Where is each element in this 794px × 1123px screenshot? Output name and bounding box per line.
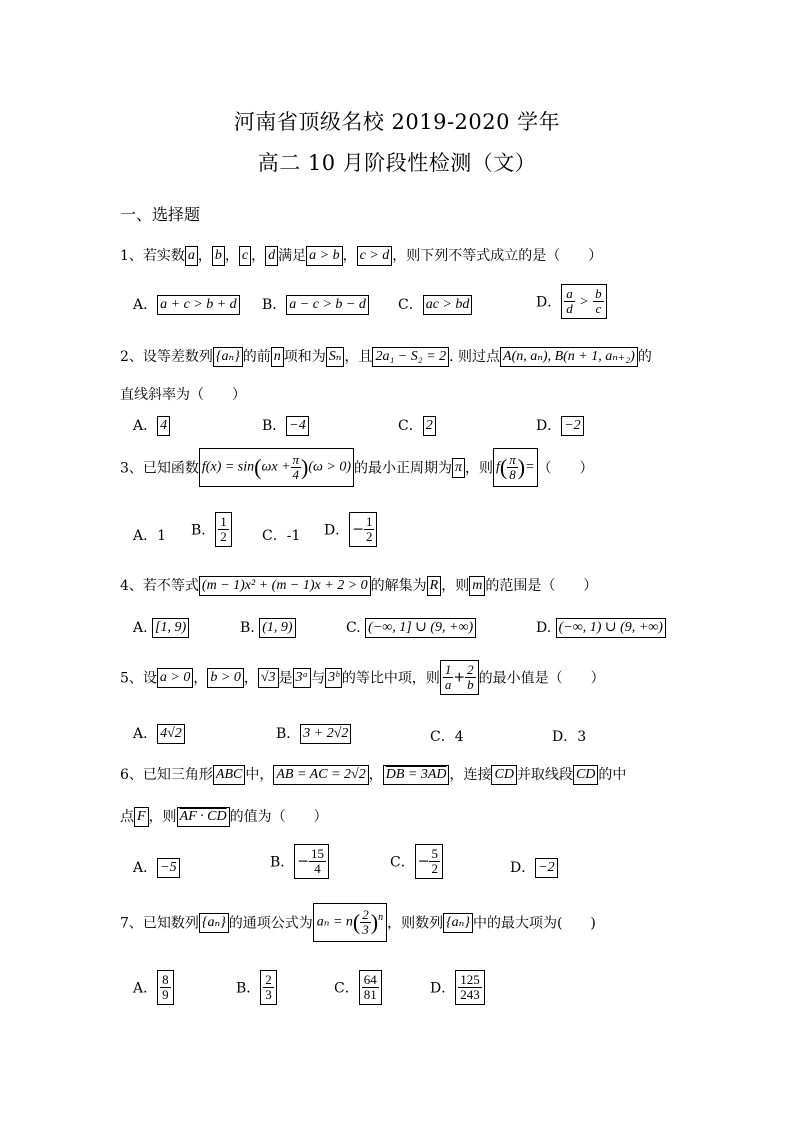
q6-cd-2: CD bbox=[573, 765, 598, 785]
q4-option-b-val: (1, 9) bbox=[259, 618, 295, 638]
q6-option-c-val: − $\frac{5}{2}$ bbox=[415, 844, 443, 879]
question-1: 1、若实数 a ， b ， c ， d 满足 a > b ， c > d ，则下列不等式成立的是（ ） bbox=[120, 248, 603, 264]
question-7: 7、已知数列 {aₙ} 的通项公式为 aₙ = n( $\frac{2}{3}$ )$^n$ ，则数列 {aₙ} 中的最大项为( ) bbox=[120, 903, 596, 942]
q2-n: n bbox=[271, 347, 284, 367]
q3-function: f(x) = sin(ωx + $\frac{\pi}{4}$ )(ω > 0) bbox=[199, 448, 354, 487]
q4-option-d: D. (−∞, 1) ∪ (9, +∞) bbox=[536, 618, 666, 638]
q2-sn: Sₙ bbox=[326, 347, 345, 367]
q2-option-d: D． −2 bbox=[536, 415, 584, 436]
question-6: 6、已知三角形 ABC 中， AB = AC = 2√2 ， DB = 3AD ，连接 CD 并取线段 CD 的中 bbox=[120, 767, 627, 783]
title-line-1: 河南省顶级名校 2019-2020 学年 bbox=[233, 110, 561, 134]
q3-f-pi-8: f( $\frac{\pi}{8}$ )= bbox=[493, 448, 538, 487]
q6-option-b-val: − $\frac{15}{4}$ bbox=[294, 844, 329, 879]
q7-option-a: A． $\frac{8}{9}$ bbox=[133, 970, 174, 1005]
q1-option-a: A． a + c > b + d bbox=[133, 294, 240, 315]
q5-option-b-val: 3 + 2√2 bbox=[300, 724, 351, 744]
q5-sqrt3: √3 bbox=[258, 668, 279, 688]
q7-option-d-val: $\frac{125}{243}$ bbox=[455, 970, 485, 1005]
q7-option-a-val: $\frac{8}{9}$ bbox=[157, 970, 174, 1005]
question-2: 2、设等差数列 {aₙ} 的前 n 项和为 Sₙ ，且 2a₁ − S₂ = 2 . 则过点 A(n, aₙ), B(n + 1, aₙ₊₂) 的 bbox=[120, 349, 652, 365]
q1-option-d-expr: $\frac{a}{d}$ > $\frac{b}{c}$ bbox=[561, 284, 606, 319]
q2-cond: 2a₁ − S₂ = 2 bbox=[372, 347, 449, 367]
q7-seq: {aₙ} bbox=[199, 913, 229, 933]
q3-option-b: B． $\frac{1}{2}$ bbox=[191, 512, 232, 547]
section-heading: 一、选择题 bbox=[120, 205, 201, 224]
q7-seq-2: {aₙ} bbox=[443, 913, 473, 933]
q3-option-d: D． − $\frac{1}{2}$ bbox=[324, 512, 377, 547]
q7-option-b-val: $\frac{2}{3}$ bbox=[260, 970, 277, 1005]
title-line-2: 高二 10 月阶段性检测（文） bbox=[257, 151, 537, 175]
q4-option-d-val: (−∞, 1) ∪ (9, +∞) bbox=[556, 618, 666, 638]
q3-option-b-val: $\frac{1}{2}$ bbox=[215, 512, 232, 547]
q1-var-b: b bbox=[212, 246, 225, 266]
q7-option-b: B． $\frac{2}{3}$ bbox=[236, 970, 277, 1005]
q5-option-d: D．3 bbox=[552, 729, 587, 745]
q5-option-a: A． 4√2 bbox=[133, 723, 185, 744]
q3-period: π bbox=[452, 458, 465, 478]
question-6-line-2: 点 F ，则 AF · CD 的值为（ ） bbox=[120, 809, 328, 825]
q5-cond-b: b > 0 bbox=[207, 668, 243, 688]
q1-cond-2: c > d bbox=[357, 246, 393, 266]
q1-option-c-expr: ac > bd bbox=[423, 295, 473, 315]
q6-option-d: D． −2 bbox=[510, 857, 558, 878]
q1-option-d: D． $\frac{a}{d}$ > $\frac{b}{c}$ bbox=[536, 284, 607, 319]
q6-triangle: ABC bbox=[213, 765, 245, 785]
q1-var-c: c bbox=[239, 246, 251, 266]
q1-text-post: ，则下列不等式成立的是（ ） bbox=[392, 248, 603, 264]
q4-option-a: A. [1, 9) bbox=[133, 618, 189, 638]
q2-option-c: C． 2 bbox=[398, 415, 436, 436]
q6-F: F bbox=[134, 807, 149, 827]
question-4: 4、若不等式 (m − 1)x² + (m − 1)x + 2 > 0 的解集为 R ，则 m 的范围是（ ） bbox=[120, 578, 598, 594]
q4-inequality: (m − 1)x² + (m − 1)x + 2 > 0 bbox=[199, 576, 371, 596]
q7-formula: aₙ = n( $\frac{2}{3}$ )$^n$ bbox=[313, 903, 387, 942]
q3-option-a: A．1 bbox=[133, 528, 167, 544]
q6-cond-1: AB = AC = 2√2 bbox=[273, 765, 368, 785]
q1-cond-1: a > b bbox=[306, 246, 342, 266]
q6-option-b: B． − $\frac{15}{4}$ bbox=[270, 844, 329, 879]
q6-option-d-val: −2 bbox=[535, 858, 557, 878]
question-3: 3、已知函数 f(x) = sin(ωx + $\frac{\pi}{4}$ )(ω > 0) 的最小正周期为 π ，则 f( $\frac{\pi}{8}$ )= （ ） bbox=[120, 448, 594, 487]
q1-option-b: B． a − c > b − d bbox=[262, 294, 369, 315]
q5-option-a-val: 4√2 bbox=[157, 724, 185, 744]
q2-option-b: B． −4 bbox=[262, 415, 309, 436]
q2-option-d-val: −2 bbox=[561, 416, 583, 436]
q1-text-mid: 满足 bbox=[278, 248, 307, 264]
q4-R: R bbox=[427, 576, 442, 596]
q7-option-d: D． $\frac{125}{243}$ bbox=[430, 970, 485, 1005]
q1-option-a-expr: a + c > b + d bbox=[157, 295, 240, 315]
question-2-line-2: 直线斜率为（ ） bbox=[120, 387, 246, 403]
q2-option-a: A． 4 bbox=[133, 415, 170, 436]
q7-option-c-val: $\frac{64}{81}$ bbox=[359, 970, 382, 1005]
q5-expression: $\frac{1}{a}$ + $\frac{2}{b}$ bbox=[440, 660, 479, 695]
q3-option-d-val: − $\frac{1}{2}$ bbox=[349, 512, 377, 547]
q2-points: A(n, aₙ), B(n + 1, aₙ₊₂) bbox=[500, 347, 638, 367]
q7-option-c: C． $\frac{64}{81}$ bbox=[334, 970, 382, 1005]
q5-option-c: C．4 bbox=[430, 729, 464, 745]
q1-var-a: a bbox=[185, 246, 198, 266]
q3-option-c: C．-1 bbox=[262, 528, 301, 544]
q5-cond-a: a > 0 bbox=[157, 668, 193, 688]
q6-option-c: C． − $\frac{5}{2}$ bbox=[390, 844, 443, 879]
q6-cd-1: CD bbox=[491, 765, 516, 785]
q6-option-a: A． −5 bbox=[133, 857, 180, 878]
q1-text: 1、若实数 bbox=[120, 248, 185, 264]
q6-dot-product: AF · CD bbox=[177, 807, 230, 827]
q1-option-b-expr: a − c > b − d bbox=[286, 295, 369, 315]
q5-option-b: B． 3 + 2√2 bbox=[276, 723, 351, 744]
q6-cond-2: DB = 3AD bbox=[383, 765, 450, 785]
q4-option-b: B. (1, 9) bbox=[240, 618, 296, 638]
question-5: 5、设 a > 0 ， b > 0 ， √3 是 3ᵃ 与 3ᵇ 的等比中项，则 $\frac{1}{a}$ + $\frac{2}{b}$ 的最小值是（ ） bbox=[120, 660, 605, 695]
q1-var-d: d bbox=[265, 246, 278, 266]
q5-pow-a: 3ᵃ bbox=[293, 668, 312, 688]
q4-m: m bbox=[469, 576, 485, 596]
q1-option-c: C． ac > bd bbox=[398, 294, 472, 315]
q4-option-c: C. (−∞, 1] ∪ (9, +∞) bbox=[346, 618, 476, 638]
q2-option-c-val: 2 bbox=[423, 416, 436, 436]
q5-pow-b: 3ᵇ bbox=[325, 668, 342, 688]
q4-option-c-val: (−∞, 1] ∪ (9, +∞) bbox=[365, 618, 476, 638]
q4-option-a-val: [1, 9) bbox=[152, 618, 189, 638]
q2-seq: {aₙ} bbox=[213, 347, 243, 367]
q2-option-a-val: 4 bbox=[157, 416, 170, 436]
q2-option-b-val: −4 bbox=[286, 416, 308, 436]
q6-option-a-val: −5 bbox=[157, 858, 179, 878]
